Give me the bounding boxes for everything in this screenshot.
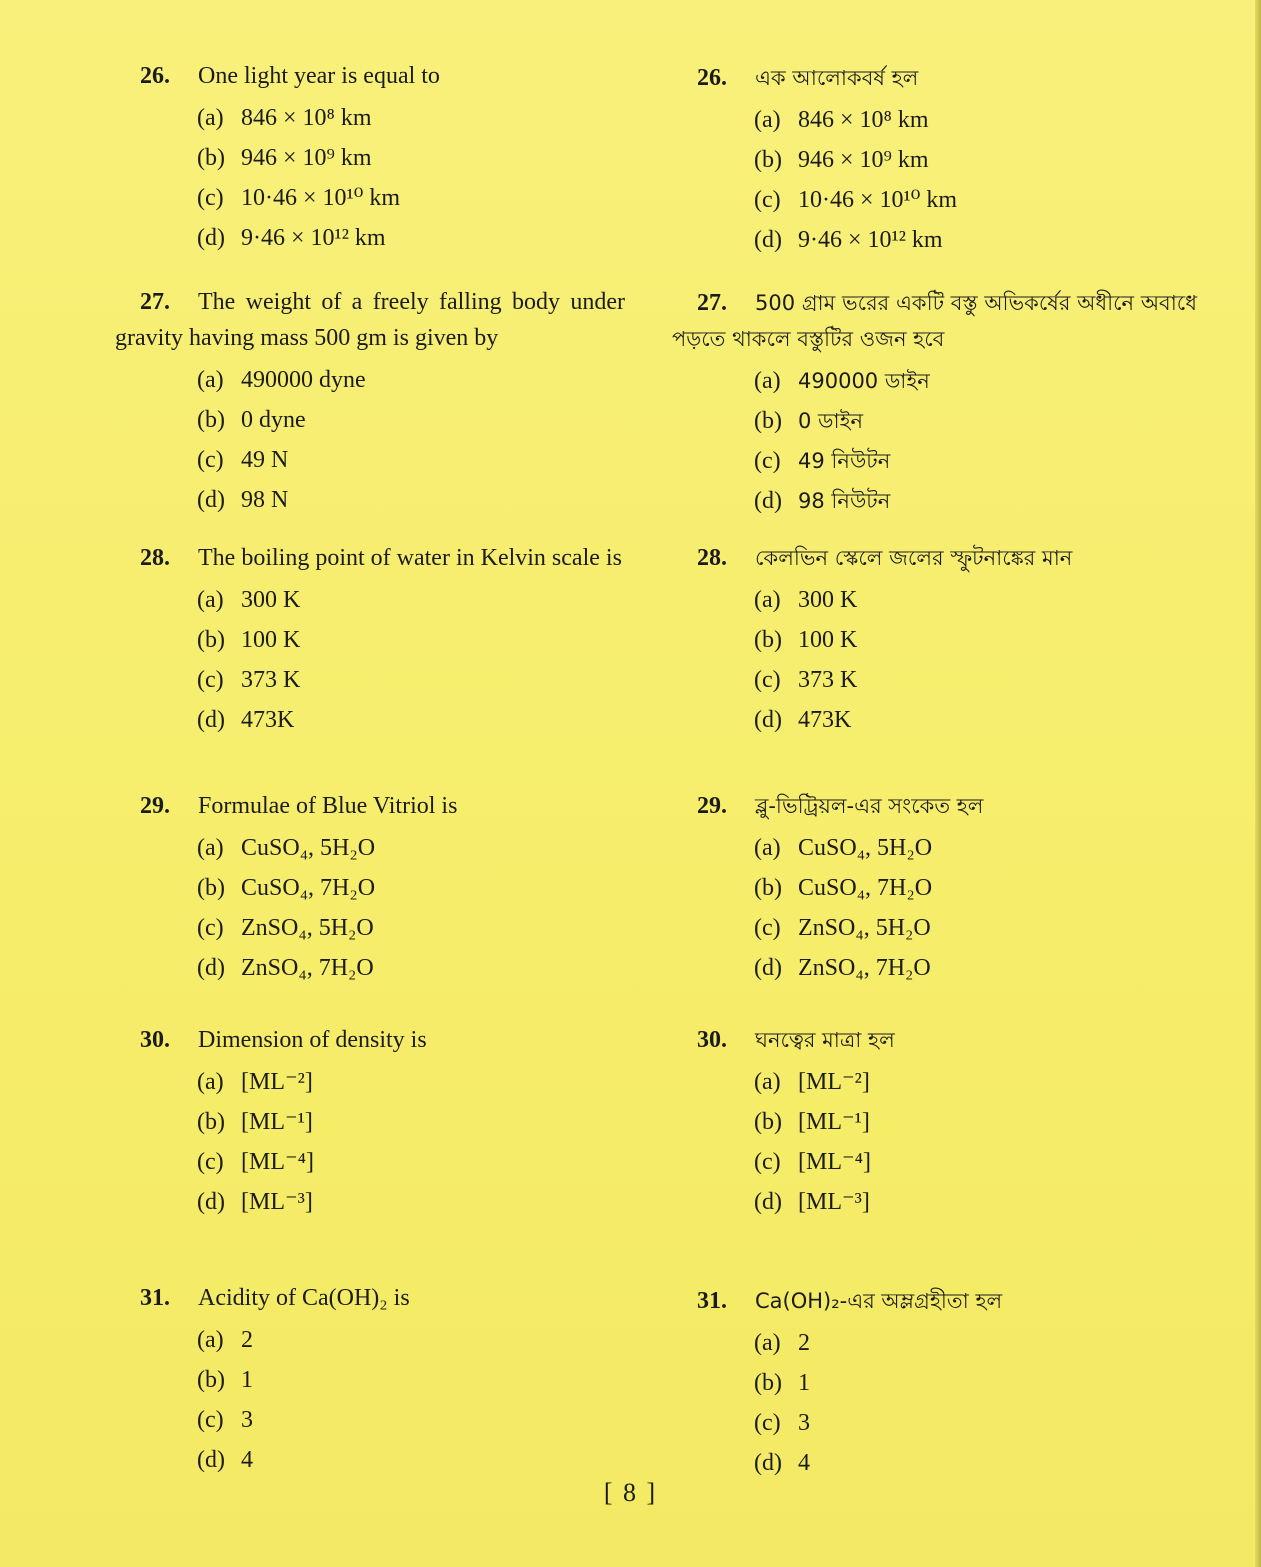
question-stem (672, 540, 1197, 576)
option-label: (c) (754, 1149, 781, 1175)
question-number: 27. (697, 290, 727, 316)
option-label: (c) (754, 187, 781, 213)
question-number: 28. (697, 545, 727, 571)
answer-option (672, 1182, 1197, 1222)
option-label: (c) (197, 447, 224, 473)
answer-option (115, 360, 625, 400)
option-label: (a) (754, 107, 781, 133)
option-label: (a) (754, 1069, 781, 1095)
question-stem (115, 58, 625, 94)
question-text: 500 গ্রাম ভরের একটি বস্তু অভিকর্ষের অধীনে অবাধে পড়তে থাকলে বস্তুটির ওজন হবে (672, 291, 1197, 351)
option-text: 10·46 × 10¹⁰ km (241, 185, 401, 211)
answer-option (672, 1062, 1197, 1102)
question-stem (115, 540, 625, 576)
question-number: 30. (697, 1027, 727, 1053)
question-stem (672, 60, 1197, 96)
option-text: 0 dyne (241, 407, 306, 433)
answer-option (672, 180, 1197, 220)
answer-option (115, 178, 625, 218)
answer-option (672, 828, 1197, 868)
answer-option (672, 1323, 1197, 1363)
question-number: 27. (140, 289, 170, 315)
option-label: (c) (197, 1149, 224, 1175)
question (672, 1283, 1197, 1483)
option-text: [ML⁻⁴] (798, 1149, 872, 1175)
question-stem (115, 284, 625, 356)
option-label: (a) (754, 587, 781, 613)
answer-option (115, 1360, 625, 1400)
option-text: ZnSO₄, 5H₂O (241, 915, 374, 941)
option-label: (c) (754, 667, 781, 693)
option-label: (a) (197, 835, 224, 861)
option-text: CuSO₄, 5H₂O (798, 835, 933, 861)
question-number: 26. (140, 63, 170, 89)
option-label: (b) (754, 875, 782, 901)
question (115, 1280, 625, 1480)
answer-option (672, 1403, 1197, 1443)
question (672, 60, 1197, 260)
question-text: Ca(OH)₂-এর অম্লগ্রহীতা হল (755, 1289, 1003, 1313)
option-text: 0 ডাইন (798, 409, 864, 433)
option-text: 373 K (241, 667, 301, 693)
question-number: 31. (140, 1285, 170, 1311)
question-number: 28. (140, 545, 170, 571)
answer-option (672, 1363, 1197, 1403)
question (115, 540, 625, 740)
option-label: (c) (197, 667, 224, 693)
option-text: 3 (798, 1410, 810, 1436)
answer-option (115, 400, 625, 440)
answer-option (115, 948, 625, 988)
option-label: (d) (754, 1189, 782, 1215)
option-text: 9·46 × 10¹² km (241, 225, 386, 251)
question-stem (672, 285, 1197, 357)
option-label: (b) (754, 147, 782, 173)
option-label: (d) (754, 488, 782, 514)
option-label: (b) (197, 1109, 225, 1135)
question-text: Formulae of Blue Vitriol is (198, 793, 458, 819)
option-text: 49 N (241, 447, 289, 473)
option-label: (d) (754, 1450, 782, 1476)
answer-option (672, 220, 1197, 260)
option-text: [ML⁻²] (798, 1069, 870, 1095)
answer-option (115, 620, 625, 660)
answer-option (672, 100, 1197, 140)
option-label: (c) (197, 1407, 224, 1433)
option-text: 100 K (241, 627, 301, 653)
answer-option (115, 1142, 625, 1182)
option-text: 100 K (798, 627, 858, 653)
question-text: এক আলোকবর্ষ হল (755, 66, 919, 90)
answer-option (672, 1102, 1197, 1142)
option-label: (a) (197, 587, 224, 613)
option-text: [ML⁻¹] (798, 1109, 870, 1135)
option-label: (c) (754, 915, 781, 941)
option-text: 490000 ডাইন (798, 369, 930, 393)
answer-option (115, 660, 625, 700)
option-label: (b) (754, 1109, 782, 1135)
answer-option (115, 480, 625, 520)
option-text: [ML⁻⁴] (241, 1149, 315, 1175)
question-stem (115, 1280, 625, 1316)
option-label: (d) (197, 1189, 225, 1215)
option-label: (c) (197, 185, 224, 211)
question-text: ব্লু-ভিট্রিয়ল-এর সংকেত হল (755, 794, 984, 818)
question-stem (115, 1022, 625, 1058)
question-stem (115, 788, 625, 824)
question-stem (672, 788, 1197, 824)
option-label: (a) (754, 368, 781, 394)
option-text: ZnSO₄, 7H₂O (241, 955, 374, 981)
option-label: (d) (754, 227, 782, 253)
answer-option (672, 401, 1197, 441)
option-text: 946 × 10⁹ km (241, 145, 372, 171)
question-number: 29. (697, 793, 727, 819)
option-text: 300 K (241, 587, 301, 613)
option-text: 473K (798, 707, 852, 733)
answer-option (672, 361, 1197, 401)
option-text: CuSO₄, 5H₂O (241, 835, 376, 861)
option-text: ZnSO₄, 5H₂O (798, 915, 931, 941)
answer-option (115, 98, 625, 138)
option-text: [ML⁻¹] (241, 1109, 313, 1135)
option-text: 49 নিউটন (798, 449, 891, 473)
answer-option (115, 1320, 625, 1360)
question-stem (672, 1283, 1197, 1319)
question-number: 26. (697, 65, 727, 91)
question-text: Dimension of density is (198, 1027, 427, 1053)
english-column (115, 0, 625, 1567)
question (115, 58, 625, 258)
answer-option (672, 908, 1197, 948)
bengali-column (672, 0, 1197, 1567)
option-label: (a) (197, 1327, 224, 1353)
answer-option (672, 580, 1197, 620)
page-edge (1255, 0, 1261, 1567)
option-text: 490000 dyne (241, 367, 366, 393)
answer-option (672, 1142, 1197, 1182)
answer-option (672, 1443, 1197, 1483)
page-number: [ 8 ] (603, 1478, 658, 1507)
question (672, 285, 1197, 521)
option-label: (c) (754, 448, 781, 474)
question-text: কেলভিন স্কেলে জলের স্ফুটনাঙ্কের মান (755, 546, 1073, 570)
option-label: (b) (197, 407, 225, 433)
option-text: [ML⁻³] (241, 1189, 313, 1215)
option-text: CuSO₄, 7H₂O (241, 875, 376, 901)
option-label: (b) (197, 1367, 225, 1393)
option-text: 473K (241, 707, 295, 733)
answer-option (115, 138, 625, 178)
answer-option (115, 440, 625, 480)
answer-option (115, 580, 625, 620)
option-label: (a) (754, 835, 781, 861)
question (672, 540, 1197, 740)
answer-option (672, 948, 1197, 988)
option-label: (b) (197, 627, 225, 653)
answer-option (115, 1400, 625, 1440)
option-text: 1 (798, 1370, 810, 1396)
option-label: (b) (197, 145, 225, 171)
answer-option (115, 868, 625, 908)
answer-option (115, 1102, 625, 1142)
option-text: [ML⁻³] (798, 1189, 870, 1215)
option-label: (c) (754, 1410, 781, 1436)
answer-option (672, 481, 1197, 521)
option-text: 373 K (798, 667, 858, 693)
option-label: (a) (197, 1069, 224, 1095)
option-text: ZnSO₄, 7H₂O (798, 955, 931, 981)
option-label: (b) (754, 627, 782, 653)
question (672, 1022, 1197, 1222)
answer-option (115, 700, 625, 740)
option-text: 2 (241, 1327, 253, 1353)
question-text: The boiling point of water in Kelvin scale is (198, 545, 622, 571)
option-text: 98 নিউটন (798, 489, 891, 513)
option-label: (b) (197, 875, 225, 901)
option-text: 9·46 × 10¹² km (798, 227, 943, 253)
option-label: (d) (754, 707, 782, 733)
option-label: (a) (754, 1330, 781, 1356)
option-label: (d) (197, 707, 225, 733)
answer-option (115, 1182, 625, 1222)
option-text: 98 N (241, 487, 289, 513)
answer-option (672, 441, 1197, 481)
option-text: 946 × 10⁹ km (798, 147, 929, 173)
answer-option (672, 868, 1197, 908)
option-text: 4 (241, 1447, 253, 1473)
question (115, 1022, 625, 1222)
option-label: (a) (197, 367, 224, 393)
option-text: 10·46 × 10¹⁰ km (798, 187, 958, 213)
option-label: (d) (754, 955, 782, 981)
answer-option (115, 828, 625, 868)
option-label: (a) (197, 105, 224, 131)
option-text: [ML⁻²] (241, 1069, 313, 1095)
option-label: (d) (197, 225, 225, 251)
question (672, 788, 1197, 988)
answer-option (672, 660, 1197, 700)
question-stem (672, 1022, 1197, 1058)
option-text: 300 K (798, 587, 858, 613)
question-number: 30. (140, 1027, 170, 1053)
question-text: One light year is equal to (198, 63, 440, 89)
option-text: 4 (798, 1450, 810, 1476)
answer-option (672, 700, 1197, 740)
question-text: ঘনত্বের মাত্রা হল (755, 1028, 895, 1052)
option-text: 3 (241, 1407, 253, 1433)
option-label: (d) (197, 487, 225, 513)
option-label: (b) (754, 1370, 782, 1396)
answer-option (672, 620, 1197, 660)
option-text: 846 × 10⁸ km (241, 105, 372, 131)
option-text: 846 × 10⁸ km (798, 107, 929, 133)
answer-option (115, 1440, 625, 1480)
answer-option (672, 140, 1197, 180)
answer-option (115, 218, 625, 258)
question-text: Acidity of Ca(OH)₂ is (198, 1285, 410, 1311)
answer-option (115, 1062, 625, 1102)
question-number: 29. (140, 793, 170, 819)
option-text: CuSO₄, 7H₂O (798, 875, 933, 901)
question (115, 284, 625, 520)
option-label: (d) (197, 955, 225, 981)
answer-option (115, 908, 625, 948)
option-label: (d) (197, 1447, 225, 1473)
option-label: (c) (197, 915, 224, 941)
question-number: 31. (697, 1288, 727, 1314)
question (115, 788, 625, 988)
option-label: (b) (754, 408, 782, 434)
question-text: The weight of a freely falling body under gravity having mass 500 gm is given by (115, 289, 625, 351)
option-text: 2 (798, 1330, 810, 1356)
option-text: 1 (241, 1367, 253, 1393)
